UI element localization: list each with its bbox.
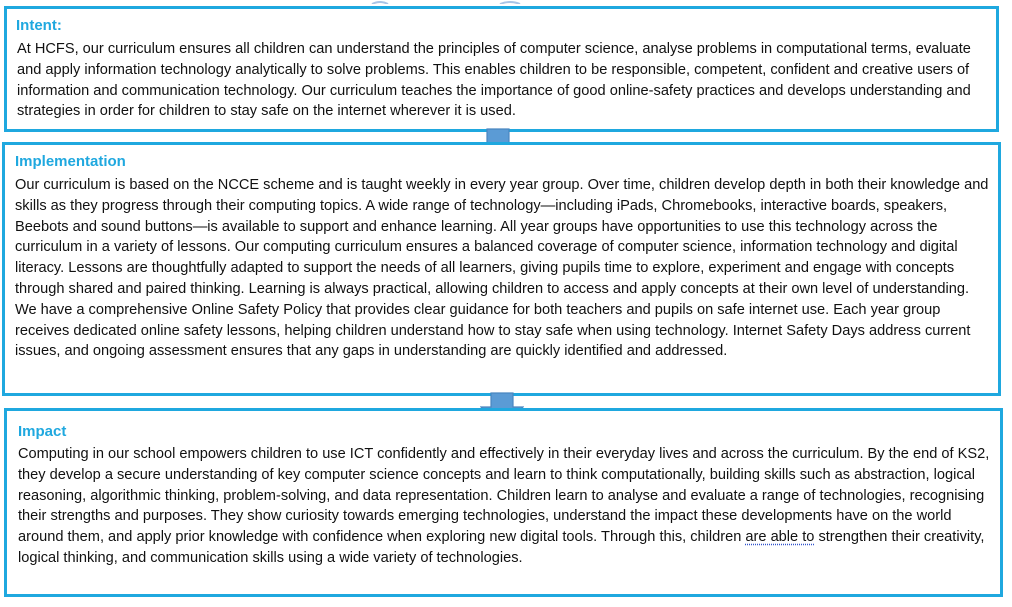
impact-text-part-1: Computing in our school empowers children to use ICT confidently and effectively in their everyday lives and across the curriculum. By the end of KS2, they develop a secure understanding of key computer science concepts and learn to think computationally, building skills such as abstraction, logical reasoning, algorithmic thinking, problem-solving, and data representation. Children learn to analyse and evaluate a range of technologies, recognising their strengths and purposes. They show curiosity towards emerging technologies, understand the impact these developments have on the world around them, and apply prior knowledge with confidence when exploring new digital tools. Through this, children bbox=[18, 446, 990, 546]
impact-text-part-2: strengthen their creativity, logical thinking, and communication skills using a wide variety of technologies. bbox=[18, 529, 985, 566]
impact-heading: Impact bbox=[18, 423, 67, 440]
implementation-heading: Implementation bbox=[15, 153, 126, 170]
implementation-text: Our curriculum is based on the NCCE scheme and is taught weekly in every year group. Over time, children develop depth in both their knowledge and skills as they progress through their computing topics. A wide range of technology—including iPads, Chromebooks, interactive boards, speakers, Beebots and sound buttons—is available to support and enhance learning. All year groups have opportunities to use this technology across the curriculum in a variety of lessons. Our computing curriculum ensures a balanced coverage of computer science, information technology and digital literacy. Lessons are thoughtfully adapted to support the needs of all learners, giving pupils time to explore, experiment and engage with concepts through shared and paired thinking. Learning is always practical, allowing children to access and apply concepts at their own level of understanding. We have a comprehensive Online Safety Policy that provides clear guidance for both teachers and pupils on safe internet use. Each year group receives dedicated online safety lessons, helping children understand how to stay safe when using technology. Internet Safety Days address current issues, and ongoing assessment ensures that any gaps in understanding are quickly identified and addressed. bbox=[15, 177, 989, 360]
intent-heading: Intent: bbox=[16, 17, 62, 34]
intent-text: At HCFS, our curriculum ensures all children can understand the principles of computer science, analyse problems in computational terms, evaluate and apply information technology analytically to solve problems. This enables children to be responsible, competent, confident and creative users of information and communication technology. Our curriculum teaches the importance of good online-safety practices and develops understanding and strategies in order for children to stay safe on the internet wherever it is used. bbox=[17, 41, 971, 120]
impact-text bbox=[18, 444, 993, 569]
grammar-flagged-phrase[interactable]: are able to bbox=[745, 529, 815, 546]
top-decoration-fragment bbox=[370, 0, 530, 4]
